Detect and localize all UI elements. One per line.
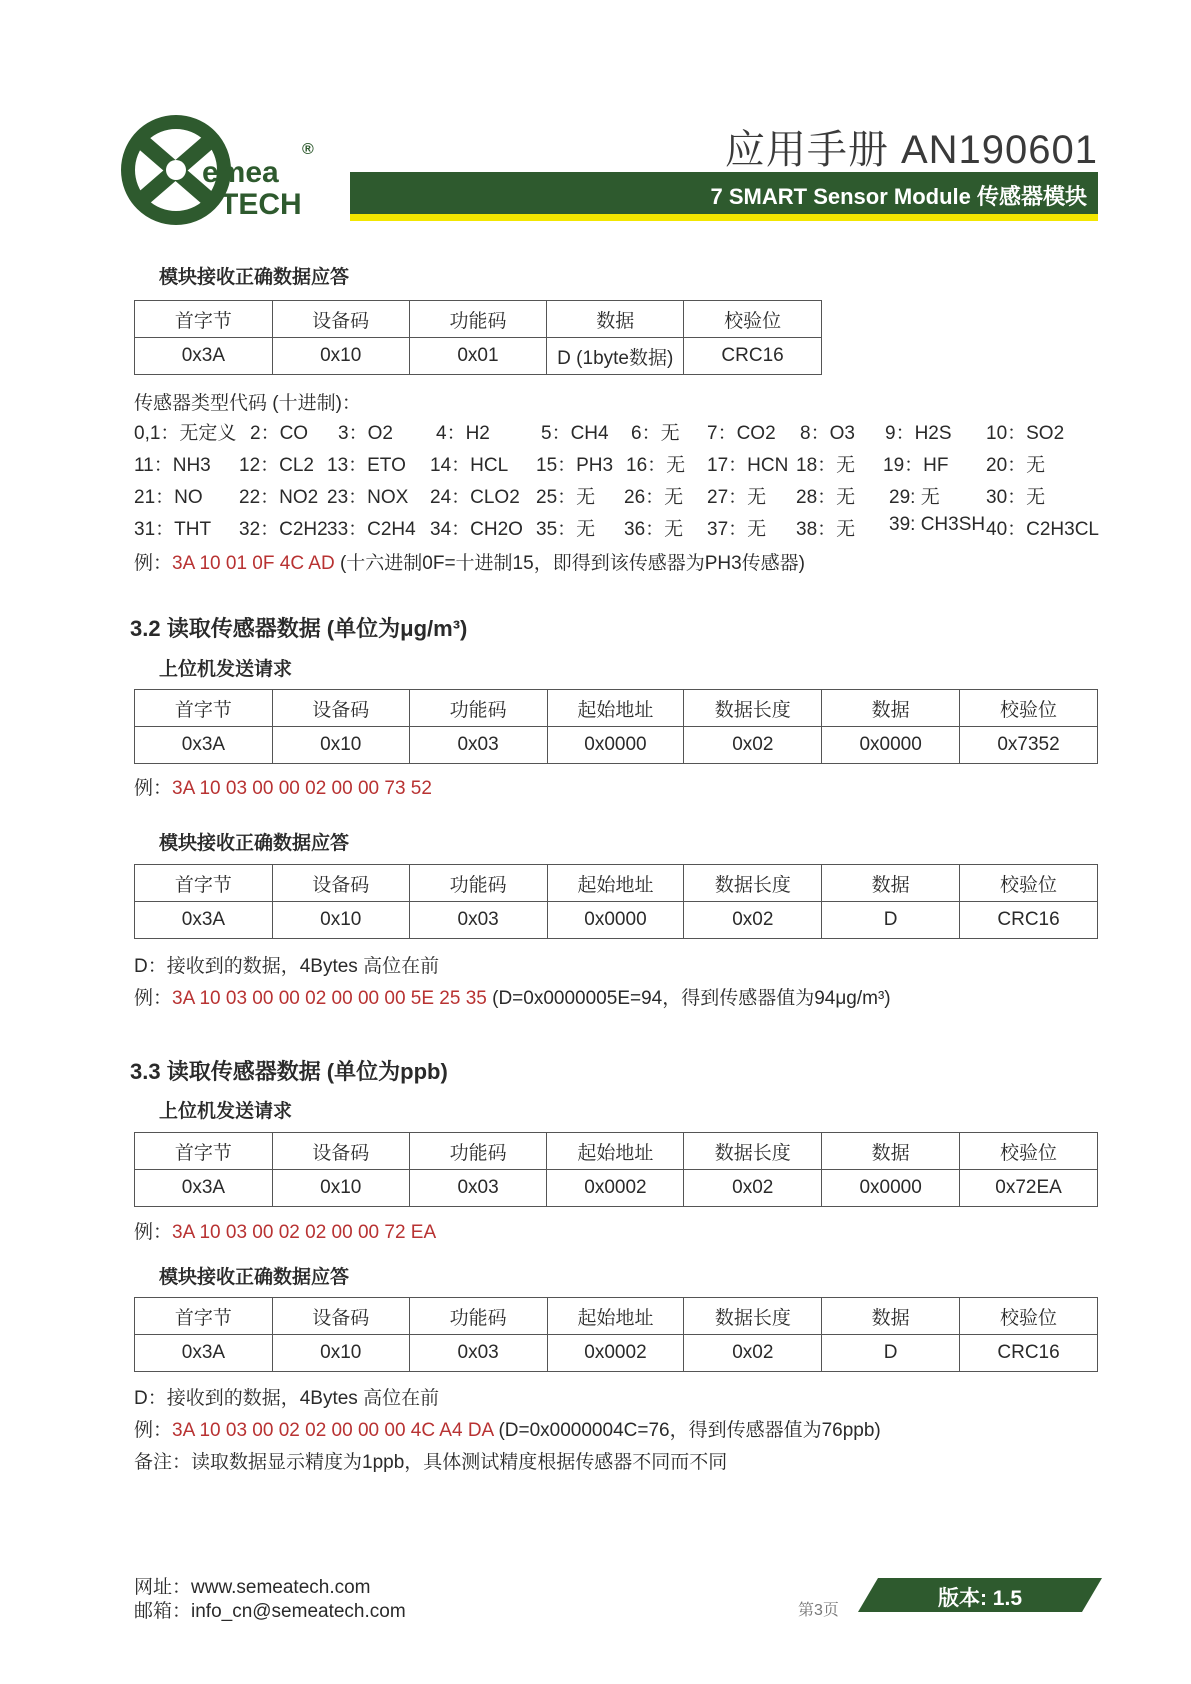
section3-remark: 备注：读取数据显示精度为1ppb，具体测试精度根据传感器不同而不同 (134, 1452, 728, 1473)
table-cell: 0x0000 (547, 902, 684, 939)
table-header: 首字节 (135, 1298, 273, 1335)
section2-response-table (134, 864, 1098, 939)
table-row (135, 1335, 1098, 1372)
table-cell: 0x3A (135, 1170, 273, 1207)
table-cell: CRC16 (960, 902, 1098, 939)
sensor-code: 27：无 (707, 487, 767, 508)
table-header: 起始地址 (547, 1298, 684, 1335)
table-header: 数据 (822, 690, 960, 727)
table-cell: 0x03 (409, 1170, 547, 1207)
example-label: 例： (134, 1420, 173, 1441)
table-cell: 0x02 (684, 1335, 822, 1372)
sensor-code: 0,1：无定义 (134, 423, 237, 444)
table-header: 数据长度 (684, 1298, 822, 1335)
table-cell: 0x0002 (547, 1170, 684, 1207)
example-hex: 3A 10 03 00 00 02 00 00 00 5E 25 35 (172, 988, 487, 1009)
table-cell: 0x3A (135, 902, 273, 939)
table-cell: 0x01 (409, 338, 547, 375)
table-header: 起始地址 (547, 1133, 684, 1170)
footer-email: 邮箱：info_cn@semeatech.com (134, 1601, 406, 1622)
table-header: 数据长度 (684, 865, 822, 902)
section2-d-note: D：接收到的数据，4Bytes 高位在前 (134, 956, 440, 977)
table-header: 校验位 (960, 1133, 1098, 1170)
table-header: 数据 (547, 301, 684, 338)
table-cell: CRC16 (960, 1335, 1098, 1372)
table-row (135, 902, 1098, 939)
sensor-code: 17：HCN (707, 455, 789, 476)
table-header: 首字节 (135, 301, 273, 338)
section1-response-table (134, 300, 822, 375)
sensor-code: 4：H2 (436, 423, 490, 444)
table-header: 数据长度 (684, 690, 822, 727)
table-cell: 0x0000 (547, 727, 684, 764)
sensor-code: 13：ETO (327, 455, 406, 476)
table-header-row (135, 865, 1098, 902)
sensor-code: 7：CO2 (707, 423, 776, 444)
example-hex: 3A 10 03 00 02 02 00 00 00 4C A4 DA (172, 1420, 494, 1441)
section2-request-table (134, 689, 1098, 764)
table-cell: D (1byte数据) (547, 338, 684, 375)
section2-request-title: 上位机发送请求 (159, 659, 293, 680)
svg-text:TECH: TECH (220, 188, 302, 221)
table-header: 功能码 (409, 301, 547, 338)
sensor-code: 19：HF (883, 455, 949, 476)
page-number: 第3页 (798, 1602, 839, 1619)
version-label: 版本: 1.5 (937, 1587, 1023, 1610)
sensor-code: 24：CLO2 (430, 487, 520, 508)
section3-request-title: 上位机发送请求 (159, 1101, 293, 1122)
table-cell: 0x0000 (822, 1170, 960, 1207)
sensor-code: 21：NO (134, 487, 203, 508)
sensor-code: 6：无 (631, 423, 680, 444)
table-header: 数据长度 (684, 1133, 822, 1170)
table-cell: 0x10 (272, 1335, 409, 1372)
sensor-code: 22：NO2 (239, 487, 319, 508)
section2-title: 3.2 读取传感器数据 (单位为μg/m³) (130, 616, 468, 641)
table-cell: 0x7352 (960, 727, 1098, 764)
table-cell: 0x10 (272, 902, 409, 939)
table-row (135, 1170, 1098, 1207)
section3-request-table (134, 1132, 1098, 1207)
sensor-code: 2：CO (250, 423, 309, 444)
table-header: 功能码 (409, 865, 547, 902)
table-cell: 0x03 (409, 1335, 547, 1372)
table-cell: 0x02 (684, 727, 822, 764)
sensor-code: 32：C2H2 (239, 519, 328, 540)
table-header: 校验位 (960, 1298, 1098, 1335)
table-cell: 0x0002 (547, 1335, 684, 1372)
document-title: 应用手册 AN190601 (724, 128, 1098, 172)
sensor-code: 23：NOX (327, 487, 409, 508)
table-cell: 0x03 (409, 902, 547, 939)
table-header: 设备码 (272, 865, 409, 902)
sensor-code: 30：无 (986, 487, 1046, 508)
table-cell: 0x0000 (822, 727, 960, 764)
table-header: 设备码 (272, 1298, 409, 1335)
sensor-code: 11：NH3 (134, 455, 211, 476)
footer-website: 网址：www.semeatech.com (134, 1577, 371, 1598)
table-header: 功能码 (409, 1133, 547, 1170)
table-header: 起始地址 (547, 865, 684, 902)
section2-response-example (134, 983, 891, 1010)
table-cell: 0x3A (135, 338, 273, 375)
svg-text:emea: emea (202, 156, 279, 189)
sensor-code: 40：C2H3CL (986, 519, 1099, 540)
table-cell: 0x02 (684, 902, 822, 939)
section3-response-table (134, 1297, 1098, 1372)
example-note: (D=0x0000005E=94，得到传感器值为94μg/m³) (486, 988, 891, 1009)
sensor-code: 33：C2H4 (327, 519, 416, 540)
sensor-code: 38：无 (796, 519, 856, 540)
section3-title: 3.3 读取传感器数据 (单位为ppb) (130, 1059, 448, 1084)
sensor-code: 18：无 (796, 455, 856, 476)
table-cell: 0x10 (272, 338, 409, 375)
table-header: 校验位 (960, 865, 1098, 902)
sensor-code: 39: CH3SH (889, 514, 986, 535)
table-header: 校验位 (684, 301, 822, 338)
example-label: 例： (134, 778, 173, 799)
sensor-code: 29: 无 (889, 487, 940, 508)
example-hex: 3A 10 03 00 02 02 00 00 72 EA (172, 1222, 437, 1243)
table-cell: D (822, 902, 960, 939)
table-row (135, 727, 1098, 764)
example-note: (十六进制0F=十进制15，即得到该传感器为PH3传感器) (334, 553, 805, 574)
table-cell: 0x72EA (960, 1170, 1098, 1207)
sensor-code: 28：无 (796, 487, 856, 508)
table-header-row (135, 1298, 1098, 1335)
table-header: 首字节 (135, 1133, 273, 1170)
section1-response-title: 模块接收正确数据应答 (159, 267, 350, 288)
sensor-code: 12：CL2 (239, 455, 314, 476)
table-header: 设备码 (272, 1133, 409, 1170)
table-header-row (135, 301, 822, 338)
section2-request-example (134, 773, 432, 800)
sensor-code: 8：O3 (800, 423, 855, 444)
sensor-code: 37：无 (707, 519, 767, 540)
sensor-code: 36：无 (624, 519, 684, 540)
table-cell: 0x10 (272, 727, 409, 764)
example-note: (D=0x0000004C=76，得到传感器值为76ppb) (493, 1420, 881, 1441)
table-cell: 0x3A (135, 727, 273, 764)
example-label: 例： (134, 1222, 173, 1243)
section2-response-title: 模块接收正确数据应答 (159, 833, 350, 854)
table-header-row (135, 690, 1098, 727)
table-header: 功能码 (409, 690, 547, 727)
section1-example (134, 548, 805, 575)
sensor-code: 14：HCL (430, 455, 509, 476)
table-header: 数据 (822, 865, 960, 902)
section3-response-example (134, 1415, 881, 1442)
example-label: 例： (134, 988, 173, 1009)
table-header: 数据 (822, 1133, 960, 1170)
sensor-code: 20：无 (986, 455, 1046, 476)
sensor-code: 25：无 (536, 487, 596, 508)
sensor-code: 31：THT (134, 519, 212, 540)
sensor-code: 5：CH4 (541, 423, 609, 444)
table-header-row (135, 1133, 1098, 1170)
example-hex: 3A 10 01 0F 4C AD (172, 553, 335, 574)
table-cell: CRC16 (684, 338, 822, 375)
sensor-code: 9：H2S (885, 423, 952, 444)
table-row (135, 338, 822, 375)
table-header: 起始地址 (547, 690, 684, 727)
table-cell: 0x10 (272, 1170, 409, 1207)
table-header: 首字节 (135, 690, 273, 727)
table-header: 首字节 (135, 865, 273, 902)
sensor-code: 16：无 (626, 455, 686, 476)
sensor-code: 3：O2 (338, 423, 393, 444)
sensor-codes-title: 传感器类型代码 (十进制)： (134, 393, 361, 414)
table-header: 校验位 (960, 690, 1098, 727)
sensor-code: 15：PH3 (536, 455, 614, 476)
example-hex: 3A 10 03 00 00 02 00 00 73 52 (172, 778, 432, 799)
sensor-code: 10：SO2 (986, 423, 1065, 444)
section3-request-example (134, 1217, 436, 1244)
header-subtitle: 7 SMART Sensor Module 传感器模块 (710, 184, 1087, 209)
table-header: 功能码 (409, 1298, 547, 1335)
table-cell: 0x02 (684, 1170, 822, 1207)
table-header: 数据 (822, 1298, 960, 1335)
table-cell: 0x3A (135, 1335, 273, 1372)
sensor-code: 34：CH2O (430, 519, 523, 540)
table-header: 设备码 (272, 690, 409, 727)
sensor-code: 26：无 (624, 487, 684, 508)
section3-response-title: 模块接收正确数据应答 (159, 1267, 350, 1288)
section3-d-note: D：接收到的数据，4Bytes 高位在前 (134, 1388, 440, 1409)
table-header: 设备码 (272, 301, 409, 338)
example-label: 例： (134, 553, 173, 574)
svg-text:®: ® (302, 141, 314, 158)
table-cell: 0x03 (409, 727, 547, 764)
header-yellow-stripe (350, 214, 1098, 221)
table-cell: D (822, 1335, 960, 1372)
sensor-code: 35：无 (536, 519, 596, 540)
